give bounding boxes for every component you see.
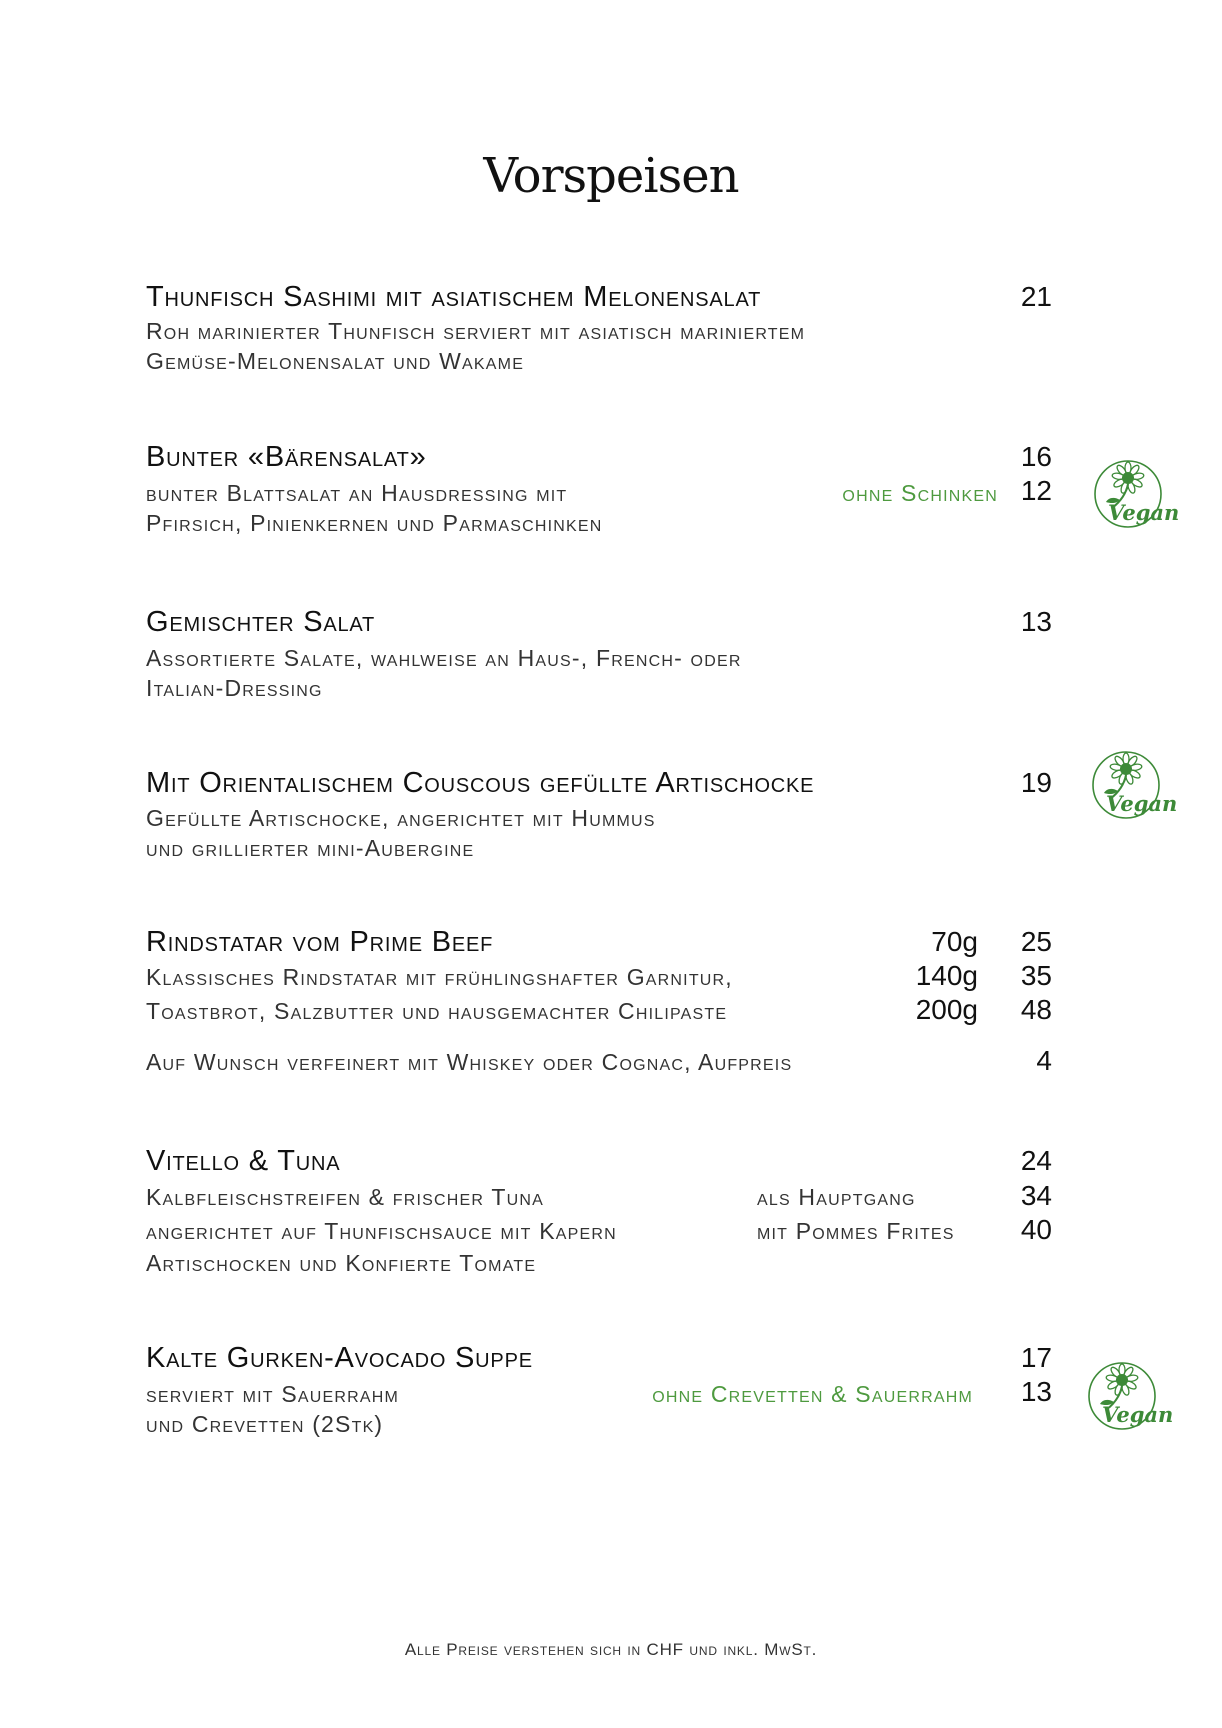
size-label: 200g — [915, 994, 978, 1025]
item-name: Bunter «Bärensalat» — [146, 441, 427, 473]
item-description: Roh marinierter Thunfisch serviert mit asiatisch mariniertem — [146, 318, 806, 344]
item-description: Pfirsich, Pinienkernen und Parmaschinken — [146, 510, 603, 536]
item-price: 13 — [1020, 606, 1052, 637]
item-description: Artischocken und Konfierte Tomate — [146, 1250, 537, 1276]
item-description: und grillierter mini-Aubergine — [146, 835, 475, 861]
size-label: 140g — [915, 960, 978, 991]
vegan-icon — [1084, 1358, 1184, 1438]
size-price: 35 — [1020, 960, 1052, 991]
item-name: Mit Orientalischem Couscous gefüllte Artischocke — [146, 767, 815, 799]
item-name: Rindstatar vom Prime Beef — [146, 926, 494, 958]
vegan-icon — [1088, 747, 1188, 827]
vegan-label: Vegan — [1106, 791, 1178, 816]
extra-price: 4 — [1036, 1045, 1052, 1076]
item-description: bunter Blattsalat an Hausdressing mit — [146, 480, 568, 506]
option-label: mit Pommes Frites — [757, 1218, 955, 1244]
item-name: Thunfisch Sashimi mit asiatischem Melonensalat — [146, 281, 762, 313]
vegan-label: Vegan — [1108, 500, 1180, 525]
vegan-icon — [1090, 456, 1190, 536]
item-price: 16 — [1020, 441, 1052, 472]
item-name: Kalte Gurken-Avocado Suppe — [146, 1342, 533, 1374]
item-price: 24 — [1020, 1145, 1052, 1176]
option-price: 34 — [1020, 1180, 1052, 1211]
extra-label: Auf Wunsch verfeinert mit Whiskey oder Cognac, Aufpreis — [146, 1049, 793, 1075]
item-name: Vitello & Tuna — [146, 1145, 341, 1177]
item-price: 21 — [1020, 281, 1052, 312]
size-price: 48 — [1020, 994, 1052, 1025]
variant-price: 12 — [1020, 475, 1052, 506]
size-label: 70g — [931, 926, 978, 957]
price-footnote: Alle Preise verstehen sich in CHF und inkl. MwSt. — [404, 1640, 818, 1659]
item-description: Assortierte Salate, wahlweise an Haus-, French- oder — [146, 645, 742, 671]
item-description: Kalbfleischstreifen & frischer Tuna — [146, 1184, 544, 1210]
item-description: Gefüllte Artischocke, angerichtet mit Hummus — [146, 805, 656, 831]
item-description: Gemüse-Melonensalat und Wakame — [146, 348, 525, 374]
variant-label: ohne Crevetten & Sauerrahm — [652, 1381, 973, 1407]
variant-label: ohne Schinken — [842, 480, 998, 506]
vegan-label: Vegan — [1102, 1402, 1174, 1427]
variant-price: 13 — [1020, 1376, 1052, 1407]
item-description: Toastbrot, Salzbutter und hausgemachter Chilipaste — [146, 998, 728, 1024]
item-description: Italian-Dressing — [146, 675, 323, 701]
option-label: als Hauptgang — [757, 1184, 916, 1210]
option-price: 40 — [1020, 1214, 1052, 1245]
item-description: Klassisches Rindstatar mit frühlingshafter Garnitur, — [146, 964, 733, 990]
size-price: 25 — [1020, 926, 1052, 957]
page-title: Vorspeisen — [483, 148, 739, 204]
item-name: Gemischter Salat — [146, 606, 376, 638]
item-description: serviert mit Sauerrahm — [146, 1381, 400, 1407]
item-description: und Crevetten (2Stk) — [146, 1411, 384, 1437]
item-price: 17 — [1020, 1342, 1052, 1373]
item-price: 19 — [1020, 767, 1052, 798]
item-description: angerichtet auf Thunfischsauce mit Kapern — [146, 1218, 617, 1244]
